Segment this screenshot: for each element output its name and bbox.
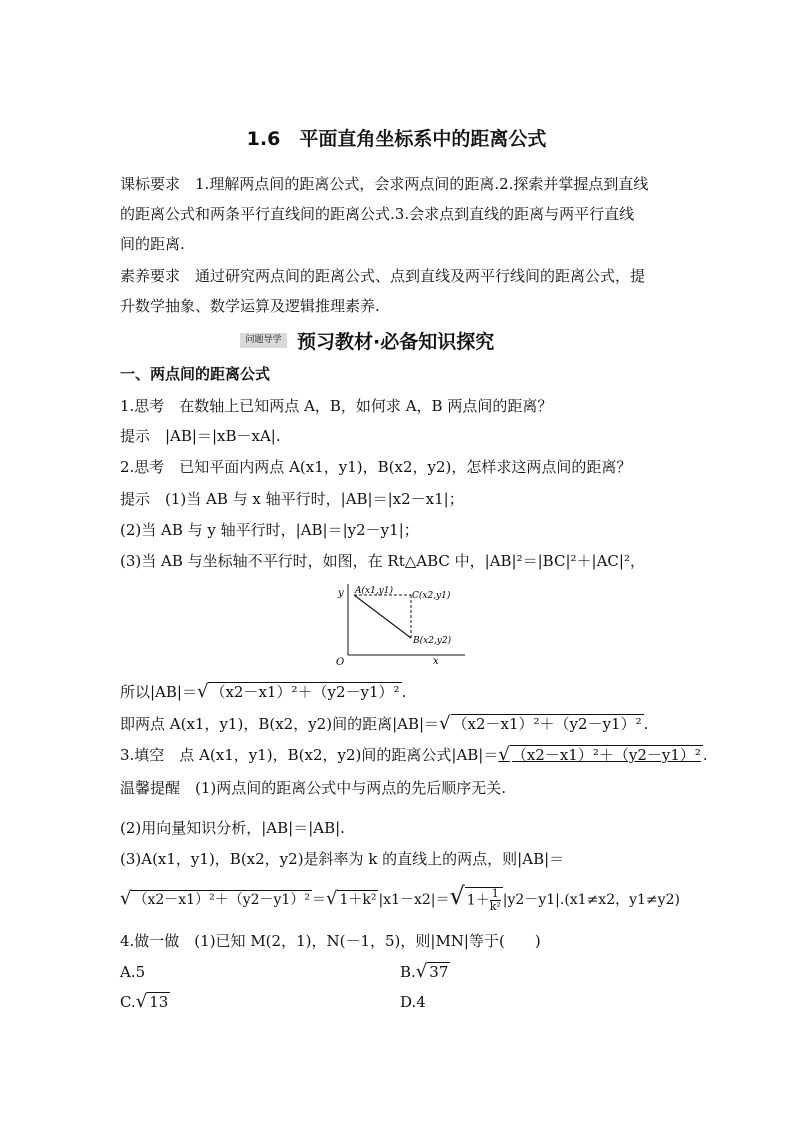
point-c-label: C(x2,y1) xyxy=(412,591,451,601)
result-1-radicand: （x2－x1）²＋（y2－y1）² xyxy=(210,683,400,701)
curriculum-requirement-line-2: 的距离公式和两条平行直线间的距离公式.3.会求点到直线的距离与两平行直线 xyxy=(120,205,635,223)
option-d: D.4 xyxy=(400,993,426,1011)
point-a-label: A(x1,y1) xyxy=(355,586,393,596)
option-b-radicand: 37 xyxy=(429,963,449,981)
result-line-1 xyxy=(120,682,406,702)
question-2-hint-3: (3)当 AB 与坐标轴不平行时，如图，在 Rt△ABC 中，|AB|²＝|BC|²＋|AC|²， xyxy=(120,552,645,570)
reminder-4-one-plus: 1＋ xyxy=(466,892,490,908)
reminder-1: 温馨提醒 (1)两点间的距离公式中与两点的先后顺序无关. xyxy=(120,779,507,797)
section-heading: 一、两点间的距离公式 xyxy=(120,365,271,383)
sqrt-sign: √ xyxy=(415,961,428,982)
sqrt-sign: √ xyxy=(196,681,209,702)
x-axis-label: x xyxy=(433,656,439,667)
question-2: 2.思考 已知平面内两点 A(x1，y1)，B(x2，y2)，怎样求这两点间的距离？ xyxy=(120,458,632,476)
reminder-3: (3)A(x1，y1)，B(x2，y2)是斜率为 k 的直线上的两点，则|AB|＝ xyxy=(120,850,565,868)
page-title: 1.6 平面直角坐标系中的距离公式 xyxy=(246,128,547,150)
coordinate-figure xyxy=(330,580,475,670)
result-2-prefix: 即两点 A(x1，y1)，B(x2，y2)间的距离|AB|＝ xyxy=(120,715,440,733)
fill-blank-prefix: 3.填空 点 A(x1，y1)，B(x2，y2)间的距离公式|AB|＝ xyxy=(120,746,499,764)
reminder-4-middle: |x1－x2|＝ xyxy=(378,892,450,908)
fraction-numerator: 1 xyxy=(490,888,501,901)
sqrt-sign: √ xyxy=(325,888,338,909)
question-1: 1.思考 在数轴上已知两点 A，B，如何求 A，B 两点间的距离？ xyxy=(120,397,553,415)
origin-label: O xyxy=(336,657,345,668)
fill-blank-suffix: . xyxy=(702,746,708,764)
reminder-4-formula xyxy=(120,882,680,913)
sqrt-sign: √ xyxy=(498,744,510,765)
option-b-prefix: B. xyxy=(400,963,416,981)
sqrt-sign: √ xyxy=(135,991,148,1012)
question-4: 4.做一做 (1)已知 M(2，1)，N(－1，5)，则|MN|等于( ) xyxy=(120,932,541,950)
reminder-2: (2)用向量知识分析，|AB|＝|AB|. xyxy=(120,819,345,837)
question-1-hint: 提示 |AB|＝|xB－xA|. xyxy=(120,427,281,445)
equals-sign: ＝ xyxy=(311,892,326,908)
result-2-radicand: （x2－x1）²＋（y2－y1）² xyxy=(452,715,642,733)
result-2-suffix: . xyxy=(643,715,649,733)
reminder-4-radicand-2: 1＋k² xyxy=(339,892,377,908)
fraction xyxy=(490,888,501,913)
fill-blank-radicand: （x2－x1）²＋（y2－y1）² xyxy=(511,746,701,764)
point-b-label: B(x2,y2) xyxy=(413,636,452,646)
option-a: A.5 xyxy=(120,963,146,981)
sqrt-sign: √ xyxy=(439,713,451,734)
reminder-4-end: |y2－y1|.(x1≠x2，y1≠y2) xyxy=(502,892,680,908)
sqrt-sign: √ xyxy=(449,882,465,910)
question-2-hint-2: (2)当 AB 与 y 轴平行时，|AB|＝|y2－y1|； xyxy=(120,521,419,539)
option-b xyxy=(400,962,450,982)
fill-blank-line xyxy=(120,745,708,765)
option-c xyxy=(120,992,170,1012)
literacy-requirement-line-2: 升数学抽象、数学运算及逻辑推理素养. xyxy=(120,297,380,315)
option-c-prefix: C. xyxy=(120,993,136,1011)
section-banner-title: 预习教材·必备知识探究 xyxy=(297,331,495,353)
question-2-hint-1: 提示 (1)当 AB 与 x 轴平行时，|AB|＝|x2－x1|； xyxy=(120,490,464,508)
option-c-radicand: 13 xyxy=(149,993,169,1011)
result-1-suffix: . xyxy=(401,683,407,701)
section-banner-tag: 问题导学 xyxy=(240,333,287,348)
reminder-4-radicand-1: （x2－x1）²＋（y2－y1）² xyxy=(133,892,310,908)
literacy-requirement-line-1: 素养要求 通过研究两点间的距离公式、点到直线及两平行线间的距离公式，提 xyxy=(120,267,646,285)
reminder-4-radicand-3 xyxy=(465,887,503,913)
y-axis-label: y xyxy=(338,588,344,599)
curriculum-requirement-line-1: 课标要求 1.理解两点间的距离公式，会求两点间的距离.2.探索并掌握点到直线 xyxy=(120,175,649,193)
fraction-denominator: k² xyxy=(489,899,501,913)
curriculum-requirement-line-3: 间的距离. xyxy=(120,235,185,253)
result-line-2 xyxy=(120,714,648,734)
sqrt-sign: √ xyxy=(120,888,132,909)
result-1-prefix: 所以|AB|＝ xyxy=(120,683,197,701)
